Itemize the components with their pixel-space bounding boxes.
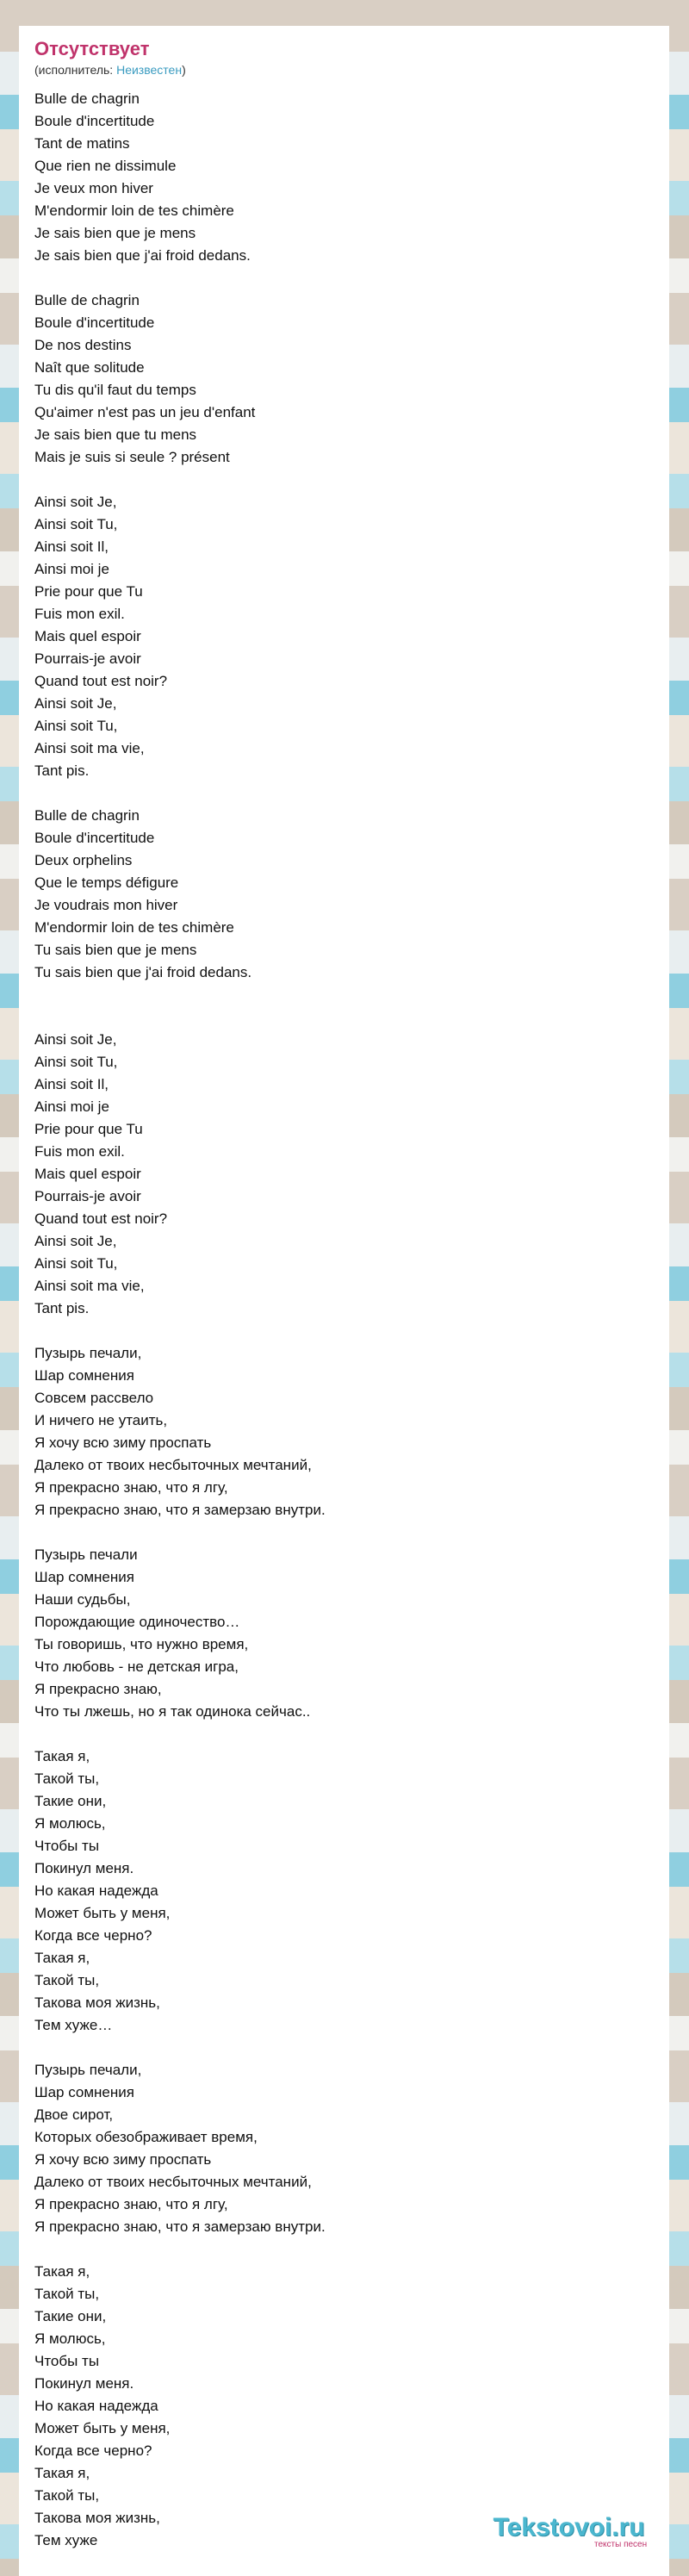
lyrics-line: Я прекрасно знаю, что я замерзаю внутри. bbox=[34, 1502, 326, 1518]
lyrics-line: Но какая надежда bbox=[34, 1882, 158, 1899]
lyrics-line: Такая я, bbox=[34, 2263, 90, 2280]
lyrics-line: Я хочу всю зиму проспать bbox=[34, 2151, 212, 2168]
lyrics-stanza bbox=[34, 88, 655, 267]
lyrics-stanza bbox=[34, 1342, 655, 1521]
lyrics-line: Ainsi soit Il, bbox=[34, 1076, 109, 1092]
lyrics-line: Я хочу всю зиму проспать bbox=[34, 1434, 212, 1451]
lyrics-line: M'endormir loin de tes chimère bbox=[34, 919, 234, 936]
lyrics-line: И ничего не утаить, bbox=[34, 1412, 168, 1428]
artist-suffix: ) bbox=[182, 63, 186, 77]
lyrics-line: Ainsi moi je bbox=[34, 561, 109, 577]
lyrics-line: Boule d'incertitude bbox=[34, 314, 155, 331]
lyrics-line: Fuis mon exil. bbox=[34, 1143, 125, 1160]
lyrics-line: Я прекрасно знаю, bbox=[34, 1681, 162, 1697]
lyrics-line: Тем хуже bbox=[34, 2532, 98, 2548]
lyrics-line: Bulle de chagrin bbox=[34, 292, 140, 308]
lyrics-line: Ainsi soit Tu, bbox=[34, 516, 118, 532]
lyrics-line: Наши судьбы, bbox=[34, 1591, 131, 1608]
lyrics-line: Такая я, bbox=[34, 2465, 90, 2481]
lyrics-stanza bbox=[34, 1006, 655, 1320]
lyrics-line: Ainsi soit ma vie, bbox=[34, 1278, 145, 1294]
lyrics-line: Покинул меня. bbox=[34, 2375, 134, 2392]
lyrics-line: Я прекрасно знаю, что я лгу, bbox=[34, 1479, 228, 1496]
lyrics-line: Quand tout est noir? bbox=[34, 1210, 168, 1227]
lyrics-line: Покинул меня. bbox=[34, 1860, 134, 1876]
lyrics-line: Quand tout est noir? bbox=[34, 673, 168, 689]
lyrics-line: Tant de matins bbox=[34, 135, 130, 152]
lyrics-line: Пузырь печали bbox=[34, 1546, 138, 1563]
lyrics-line: Такая я, bbox=[34, 1748, 90, 1764]
lyrics-line: Prie pour que Tu bbox=[34, 1121, 143, 1137]
lyrics-line: Prie pour que Tu bbox=[34, 583, 143, 600]
lyrics-line: Je veux mon hiver bbox=[34, 180, 153, 196]
lyrics-line: Когда все черно? bbox=[34, 1927, 152, 1944]
page-content bbox=[19, 26, 669, 2576]
lyrics-line: Что любовь - не детская игра, bbox=[34, 1658, 239, 1675]
lyrics-line: Que le temps défigure bbox=[34, 874, 179, 891]
lyrics-line: Ainsi soit Je, bbox=[34, 494, 117, 510]
song-title: Отсутствует bbox=[34, 38, 150, 59]
lyrics-line: Je sais bien que j'ai froid dedans. bbox=[34, 247, 251, 264]
lyrics-line: Tu sais bien que je mens bbox=[34, 942, 197, 958]
lyrics-line: Ainsi soit Je, bbox=[34, 1031, 117, 1048]
lyrics-line: Пузырь печали, bbox=[34, 2062, 142, 2078]
lyrics-line: Fuis mon exil. bbox=[34, 606, 125, 622]
artist-prefix: (исполнитель: bbox=[34, 63, 117, 77]
lyrics-stanza bbox=[34, 2261, 655, 2552]
lyrics-line: Шар сомнения bbox=[34, 1569, 134, 1585]
lyrics-line: Чтобы ты bbox=[34, 2353, 100, 2369]
lyrics-line: Далеко от твоих несбыточных мечтаний, bbox=[34, 2174, 312, 2190]
lyrics-line: Pourrais-je avoir bbox=[34, 1188, 141, 1204]
lyrics-line: Когда все черно? bbox=[34, 2442, 152, 2459]
lyrics-line: Я молюсь, bbox=[34, 2330, 106, 2347]
lyrics-line: Такой ты, bbox=[34, 1972, 100, 1988]
lyrics-line: Ainsi soit Tu, bbox=[34, 1255, 118, 1272]
site-logo[interactable] bbox=[491, 2514, 647, 2550]
lyrics-line: Qu'aimer n'est pas un jeu d'enfant bbox=[34, 404, 256, 420]
lyrics-line: Que rien ne dissimule bbox=[34, 158, 177, 174]
lyrics-stanza bbox=[34, 805, 655, 984]
logo-text: Tekstovoi.ru bbox=[493, 2513, 645, 2542]
lyrics-line: Boule d'incertitude bbox=[34, 113, 155, 129]
lyrics-line: Deux orphelins bbox=[34, 852, 133, 868]
lyrics-line: Шар сомнения bbox=[34, 1367, 134, 1384]
lyrics-line: Такой ты, bbox=[34, 2487, 100, 2504]
lyrics-line: Но какая надежда bbox=[34, 2398, 158, 2414]
lyrics-line: Такой ты, bbox=[34, 2286, 100, 2302]
lyrics-line: Может быть у меня, bbox=[34, 1905, 171, 1921]
song-header bbox=[34, 38, 186, 78]
artist-line bbox=[34, 62, 186, 78]
lyrics-line: Bulle de chagrin bbox=[34, 807, 140, 824]
lyrics-line: M'endormir loin de tes chimère bbox=[34, 202, 234, 219]
lyrics-line: Je voudrais mon hiver bbox=[34, 897, 178, 913]
lyrics-line: Шар сомнения bbox=[34, 2084, 134, 2100]
lyrics-line: Такие они, bbox=[34, 1793, 107, 1809]
lyrics-line: Ainsi soit Je, bbox=[34, 1233, 117, 1249]
lyrics-line: Может быть у меня, bbox=[34, 2420, 171, 2436]
lyrics-line: Ainsi moi je bbox=[34, 1098, 109, 1115]
lyrics-line: Такова моя жизнь, bbox=[34, 1994, 160, 2011]
lyrics-line: Тем хуже… bbox=[34, 2017, 113, 2033]
lyrics-line: Пузырь печали, bbox=[34, 1345, 142, 1361]
lyrics-line: Далеко от твоих несбыточных мечтаний, bbox=[34, 1457, 312, 1473]
lyrics-line: Tant pis. bbox=[34, 762, 90, 779]
lyrics-line: Pourrais-je avoir bbox=[34, 650, 141, 667]
lyrics-stanza bbox=[34, 2059, 655, 2238]
lyrics-line: Которых обезображивает время, bbox=[34, 2129, 258, 2145]
lyrics-stanza bbox=[34, 491, 655, 782]
lyrics-line: Я молюсь, bbox=[34, 1815, 106, 1832]
lyrics-stanza bbox=[34, 1745, 655, 2037]
logo-subtitle: тексты песен bbox=[594, 2540, 648, 2549]
lyrics-line: Чтобы ты bbox=[34, 1838, 100, 1854]
lyrics-line: Mais quel espoir bbox=[34, 628, 141, 644]
lyrics-line: Je sais bien que tu mens bbox=[34, 426, 197, 443]
lyrics-line: Tant pis. bbox=[34, 1300, 90, 1316]
lyrics-line: Mais quel espoir bbox=[34, 1166, 141, 1182]
lyrics-line: Что ты лжешь, но я так одинока сейчас.. bbox=[34, 1703, 311, 1720]
lyrics-line: Boule d'incertitude bbox=[34, 830, 155, 846]
lyrics-line: Mais je suis si seule ? présent bbox=[34, 449, 230, 465]
lyrics-line: Ты говоришь, что нужно время, bbox=[34, 1636, 249, 1652]
lyrics-line: Ainsi soit Je, bbox=[34, 695, 117, 712]
lyrics-line: Двое сирот, bbox=[34, 2106, 114, 2123]
lyrics-line: Совсем рассвело bbox=[34, 1390, 154, 1406]
lyrics-line: Ainsi soit Tu, bbox=[34, 1054, 118, 1070]
lyrics-line: Такой ты, bbox=[34, 1770, 100, 1787]
lyrics-body bbox=[34, 88, 655, 2574]
lyrics-line: Tu sais bien que j'ai froid dedans. bbox=[34, 964, 252, 980]
artist-link[interactable]: Неизвестен bbox=[116, 63, 183, 77]
lyrics-line: Я прекрасно знаю, что я лгу, bbox=[34, 2196, 228, 2212]
lyrics-line: Такая я, bbox=[34, 1950, 90, 1966]
lyrics-line: Bulle de chagrin bbox=[34, 90, 140, 107]
lyrics-line: Ainsi soit ma vie, bbox=[34, 740, 145, 756]
lyrics-line: Ainsi soit Il, bbox=[34, 538, 109, 555]
lyrics-line: Tu dis qu'il faut du temps bbox=[34, 382, 196, 398]
lyrics-stanza bbox=[34, 1544, 655, 1723]
lyrics-line: Я прекрасно знаю, что я замерзаю внутри. bbox=[34, 2218, 326, 2235]
lyrics-line: Je sais bien que je mens bbox=[34, 225, 196, 241]
lyrics-line: Ainsi soit Tu, bbox=[34, 718, 118, 734]
lyrics-line: Naît que solitude bbox=[34, 359, 145, 376]
lyrics-line: Порождающие одиночество… bbox=[34, 1614, 240, 1630]
lyrics-line: Такие они, bbox=[34, 2308, 107, 2324]
lyrics-line bbox=[34, 1006, 655, 1029]
lyrics-line: Такова моя жизнь, bbox=[34, 2510, 160, 2526]
lyrics-line: De nos destins bbox=[34, 337, 132, 353]
lyrics-stanza bbox=[34, 289, 655, 469]
